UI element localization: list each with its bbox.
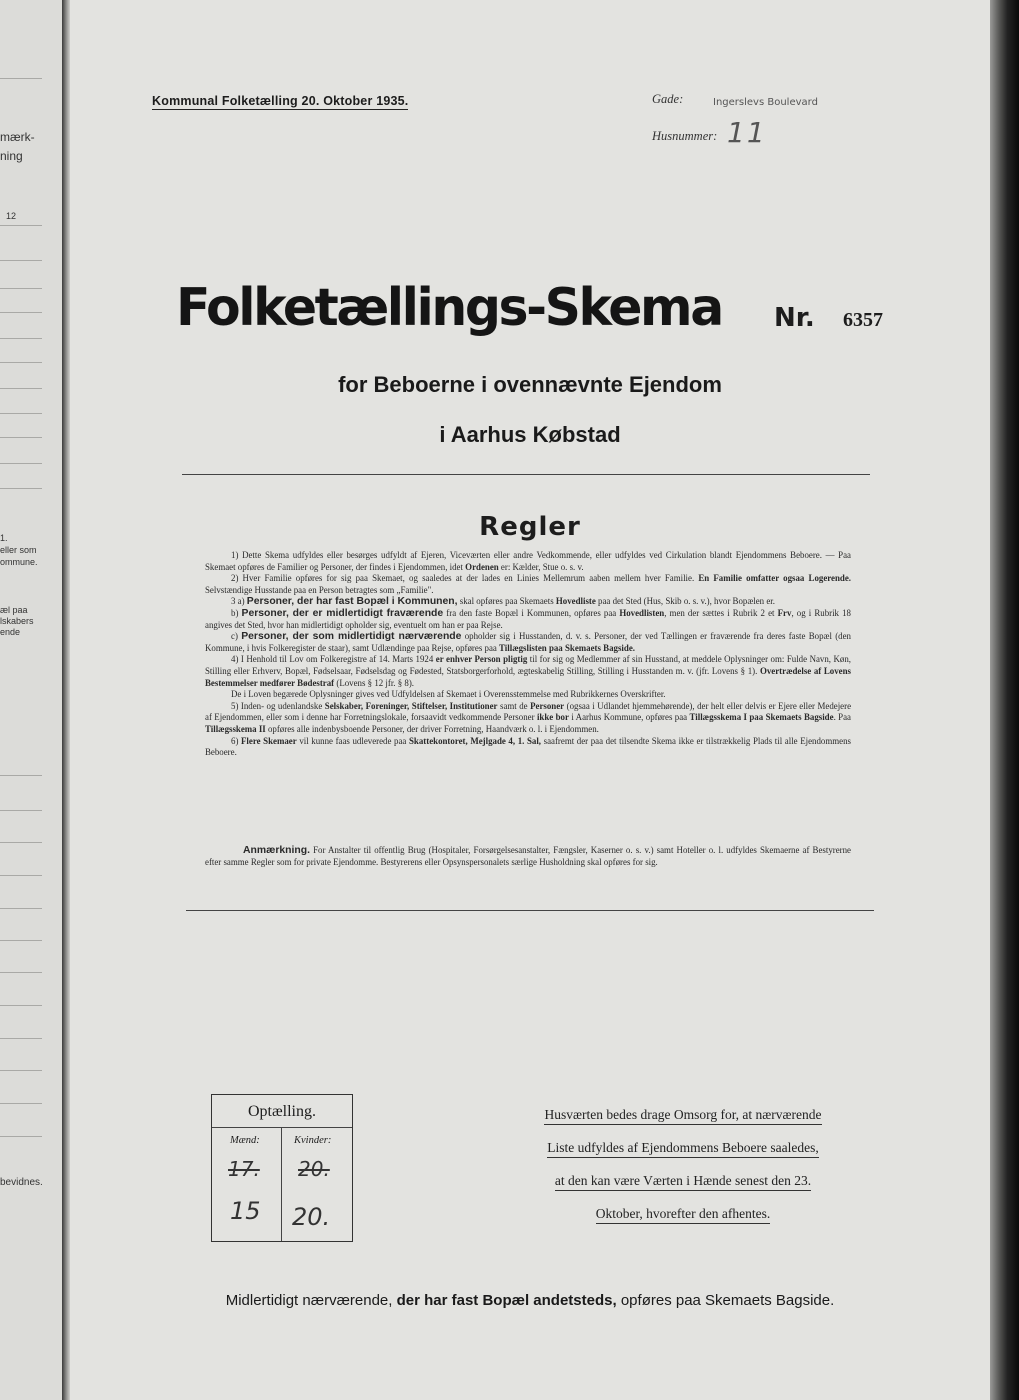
landlord-line: Husværten bedes drage Omsorg for, at nærværende (544, 1107, 821, 1125)
subtitle-city: i Aarhus Købstad (439, 422, 621, 447)
remark-divider (186, 910, 874, 911)
rule-2: 2) Hver Familie opføres for sig paa Skemaet, og saaledes at der lades en Linies Mellemrum aaben mellem hver Familie. En Familie omfatter ogsaa Logerende. Selvstændige Husstande paa en Person betragtes som „Familie". (205, 573, 852, 595)
page-edge (990, 0, 1019, 1400)
men-crossed-count: 17. (228, 1157, 260, 1181)
subtitle-residents: for Beboerne i ovennævnte Ejendom (338, 372, 722, 397)
divider (0, 78, 42, 79)
census-header: Kommunal Folketælling 20. Oktober 1935. (152, 94, 409, 108)
women-label: Kvinder: (294, 1135, 332, 1146)
rule-4: 4) I Henhold til Lov om Folkeregistre af 14. Marts 1924 er enhver Person pligtig til for sig og Medlemmer af sin Husstand, at meddele Oplysninger om: Fulde Navn, Køn, Stilling eller Erhverv, Bopæl, Fødselsaar, Fødselsdag og Fødested, Statsborgerforhold, ægteskabelig Stilling, Stilling i Husstanden m. v. (jfr. Lovens § 1). Overtrædelse af Lovens Bestemmelser medfører Bødestraf (Lovens § 12 jfr. § 8). (205, 654, 852, 688)
men-label: Mænd: (230, 1135, 260, 1146)
left-text: 1. (0, 533, 8, 543)
divider (0, 1070, 42, 1071)
divider (0, 810, 42, 811)
count-box (211, 1094, 353, 1242)
count-title: Optælling. (247, 1103, 316, 1120)
divider (0, 413, 42, 414)
left-text: lskabers (0, 616, 34, 626)
house-number-label: Husnummer: (652, 129, 718, 143)
divider (0, 362, 42, 363)
rule-5: 5) Inden- og udenlandske Selskaber, Foreninger, Stiftelser, Institutioner samt de Personer (ogsaa i Udlandet hjemmehørende), der helt eller delvis er Ejere eller Medejere af Ejendommen, eller som i denne har Forretningslokale, forsaavidt vedkommende Personer ikke bor i Aarhus Kommune, opføres paa Tillægsskema I paa Skemaets Bagside. Paa Tillægsskema II opføres alle indenbysboende Personer, der driver Forretning, Haandværk o. l. i Ejendommen. (205, 700, 852, 734)
number-label: Nr. (774, 303, 815, 333)
rule-3a: 3 a) Personer, der har fast Bopæl i Kommunen, skal opføres paa Skemaets Hovedliste paa det Sted (Hus, Skib o. s. v.), hvor Bopælen er. (231, 596, 775, 608)
street-value: Ingerslevs Boulevard (713, 97, 818, 108)
divider (0, 842, 42, 843)
divider (0, 972, 42, 973)
rule-3c: c) Personer, der som midlertidigt nærværende opholder sig i Husstanden, d. v. s. Personer, der ved Tællingen er fraværende fra deres faste Bopæl (den Kommune, i hvis Folkeregister de staar), samt Udlændinge paa Rejse, opføres paa Tillægslisten paa Skemaets Bagside. (205, 631, 851, 653)
divider (0, 1005, 42, 1006)
landlord-line: Oktober, hvorefter den afhentes. (596, 1206, 771, 1224)
divider (0, 312, 42, 313)
street-label: Gade: (652, 92, 684, 106)
divider (0, 1136, 42, 1137)
left-text: ning (0, 149, 23, 163)
divider (0, 260, 42, 261)
form-number: 6357 (843, 309, 883, 331)
divider (0, 288, 42, 289)
remark-label: Anmærkning. (243, 845, 310, 856)
left-text: mærk- (0, 130, 35, 144)
left-text: ommune. (0, 557, 38, 567)
rules-heading: Regler (479, 512, 581, 542)
divider (0, 338, 42, 339)
landlord-note (505, 1098, 861, 1230)
divider (0, 1038, 42, 1039)
left-page-fragment (0, 0, 62, 1400)
house-number-value: 11 (727, 116, 767, 149)
rule-6: 6) Flere Skemaer vil kunne faas udleverede paa Skattekontoret, Mejlgade 4, 1. Sal, saafremt der paa det tilsendte Skema ikke er tilstrækkelig Plads til alle Ejendommens Beboere. (205, 735, 852, 758)
left-text: eller som (0, 545, 37, 555)
divider (0, 488, 42, 489)
left-text: bevidnes. (0, 1177, 43, 1188)
divider (0, 908, 42, 909)
women-crossed-count: 20. (298, 1157, 330, 1181)
book-gutter (62, 0, 70, 1400)
divider (0, 437, 42, 438)
form-title: Folketællings-Skema (176, 278, 722, 338)
remark: Anmærkning. For Anstalter til offentlig Brug (Hospitaler, Forsørgelsesanstalter, Fængsler, Kaserner o. s. v.) samt Hoteller o. l. udfyldes Skemaerne af Bestyrerne efter samme Regler som for private Ejendomme. Bestyrerens eller Opsynspersonalets særlige Husholdning skal opføres for sig. (205, 845, 851, 867)
divider (212, 1127, 352, 1128)
divider (0, 463, 42, 464)
divider (0, 388, 42, 389)
left-text: 12 (6, 211, 17, 221)
rule-4-cont: De i Loven begærede Oplysninger gives ved Udfyldelsen af Skemaet i Overensstemmelse med Rubrikkernes Overskrifter. (231, 689, 666, 700)
divider (0, 775, 42, 776)
title-divider (182, 474, 870, 475)
divider (281, 1127, 282, 1241)
divider (0, 940, 42, 941)
divider (0, 875, 42, 876)
left-text: æl paa (0, 605, 28, 615)
rule-1: 1) Dette Skema udfyldes eller besørges udfyldt af Ejeren, Viceværten eller andre Vedkommende, eller udfyldes ved Cirkulation blandt Ejendommens Beboere. — Paa Skemaet opføres de Familier og Personer, der findes i Ejendommen, idet Ordenen er: Kælder, Stue o. s. v. (205, 550, 851, 572)
rule-3b: b) Personer, der er midlertidigt fraværende fra den faste Bopæl i Kommunen, opføres paa Hovedlisten, men der sættes i Rubrik 2 et Frv, og i Rubrik 18 angives det Sted, hvor han midlertidigt opholder sig, eventuelt om han er paa Rejse. (205, 607, 851, 630)
divider (0, 225, 42, 226)
left-text: ende (0, 627, 21, 637)
men-count: 15 (230, 1197, 261, 1225)
women-count: 20. (292, 1203, 331, 1231)
landlord-line: Liste udfyldes af Ejendommens Beboere saaledes, (547, 1140, 818, 1158)
rules-text (205, 550, 851, 759)
divider (0, 1103, 42, 1104)
footer-note: Midlertidigt nærværende, der har fast Bopæl andetsteds, opføres paa Skemaets Bagside. (225, 1292, 835, 1309)
landlord-line: at den kan være Værten i Hænde senest den 23. (555, 1173, 811, 1191)
